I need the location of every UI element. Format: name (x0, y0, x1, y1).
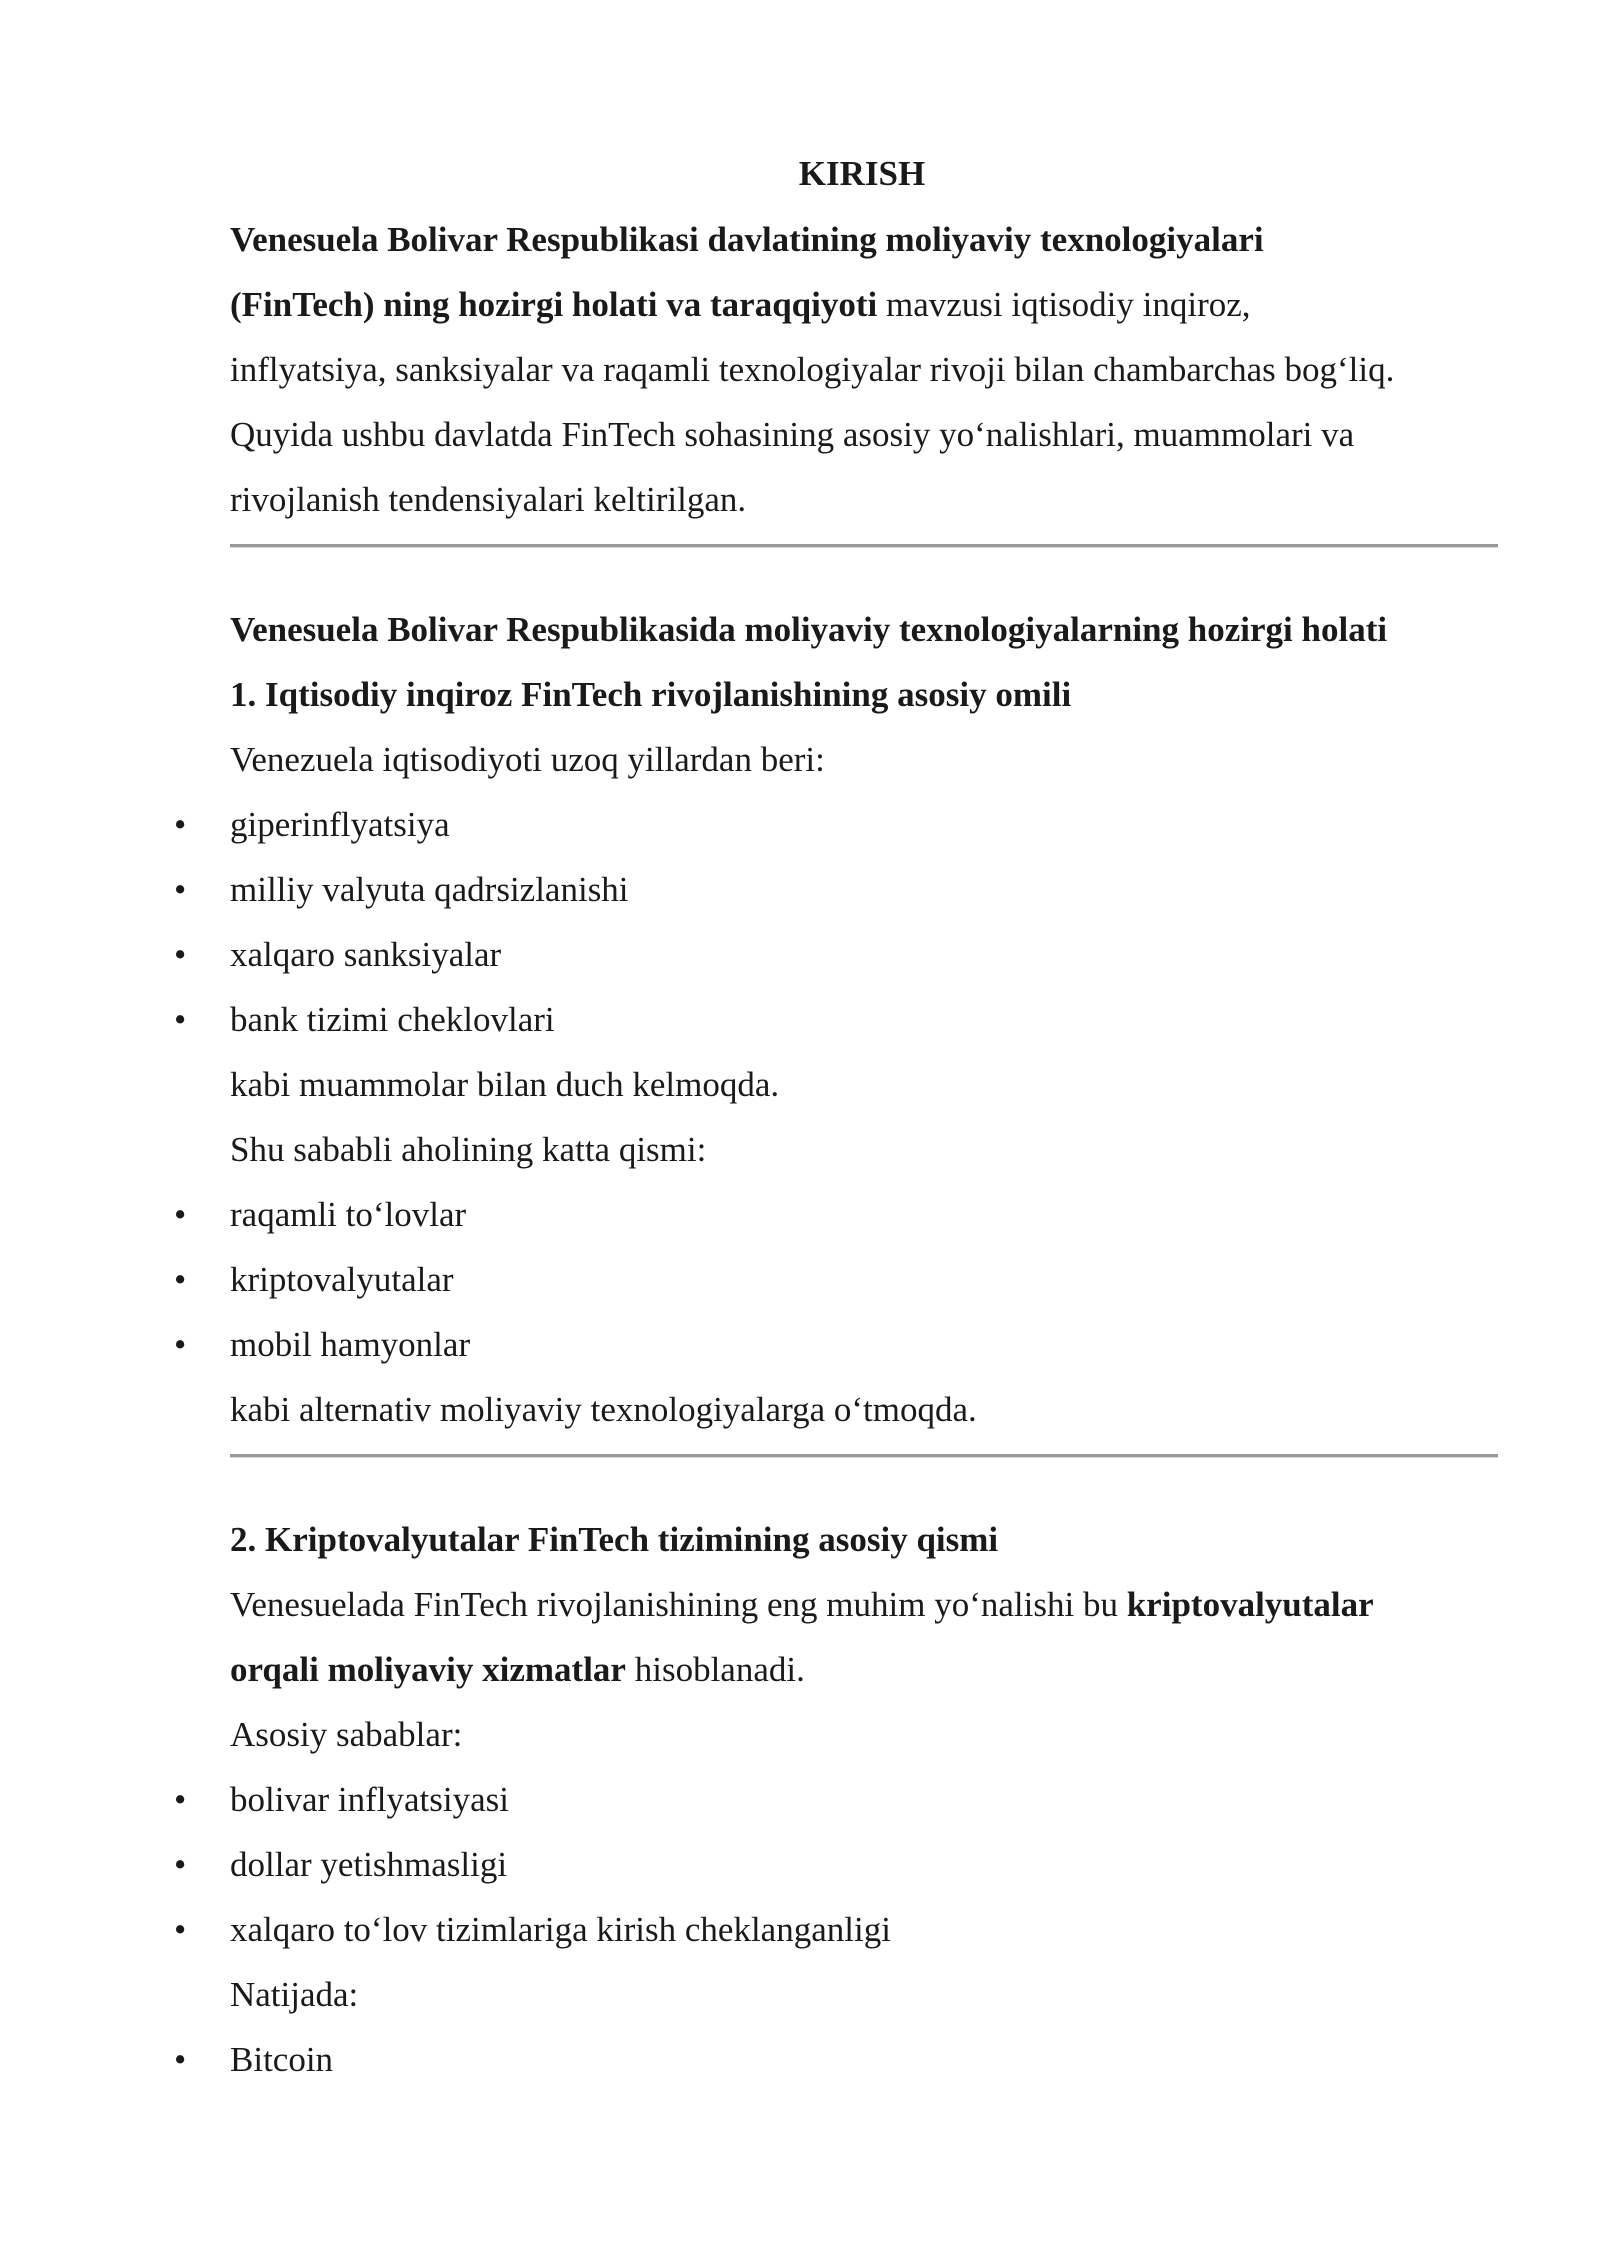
list-item: raqamli to‘lovlar (230, 1195, 467, 1234)
paragraph-bold: kriptovalyutalar (1126, 1585, 1374, 1624)
intro-bold-1: Venesuela Bolivar Respublikasi davlatining moliyaviy texnologiyalari (230, 220, 1264, 259)
bullet-icon: • (174, 805, 187, 844)
paragraph-line: Shu sababli aholining katta qismi: (230, 1130, 707, 1169)
horizontal-rule (230, 1454, 1498, 1458)
bullet-icon: • (174, 2040, 187, 2079)
intro-line-1 (230, 218, 1264, 262)
section-subheading: 1. Iqtisodiy inqiroz FinTech rivojlanishining asosiy omili (230, 675, 1072, 714)
bullet-icon: • (174, 1000, 187, 1039)
paragraph-text: Venesuelada FinTech rivojlanishining eng muhim yo‘nalishi bu (230, 1585, 1127, 1624)
list-item: dollar yetishmasligi (230, 1845, 508, 1884)
intro-line-5: rivojlanish tendensiyalari keltirilgan. (230, 480, 747, 519)
bullet-icon: • (174, 1195, 187, 1234)
section-heading: 2. Kriptovalyutalar FinTech tizimining asosiy qismi (230, 1520, 999, 1559)
bullet-icon: • (174, 1260, 187, 1299)
intro-text-2: mavzusi iqtisodiy inqiroz, (877, 285, 1251, 324)
section-lead: Venezuela iqtisodiyoti uzoq yillardan beri: (230, 740, 825, 779)
paragraph-line: kabi alternativ moliyaviy texnologiyalarga o‘tmoqda. (230, 1390, 977, 1429)
paragraph-line: kabi muammolar bilan duch kelmoqda. (230, 1065, 780, 1104)
list-item: xalqaro sanksiyalar (230, 935, 502, 974)
horizontal-rule (230, 544, 1498, 548)
intro-line-3: inflyatsiya, sanksiyalar va raqamli texnologiyalar rivoji bilan chambarchas bog‘liq. (230, 350, 1395, 389)
list-item: xalqaro to‘lov tizimlariga kirish cheklanganligi (230, 1910, 891, 1949)
bullet-icon: • (174, 1910, 187, 1949)
intro-bold-2: (FinTech) ning hozirgi holati va taraqqiyoti (230, 285, 878, 324)
paragraph-text: hisoblanadi. (625, 1650, 805, 1689)
list-item: bolivar inflyatsiyasi (230, 1780, 509, 1819)
intro-line-2 (230, 283, 1251, 327)
intro-line-4: Quyida ushbu davlatda FinTech sohasining asosiy yo‘nalishlari, muammolari va (230, 415, 1355, 454)
list-item: giperinflyatsiya (230, 805, 450, 844)
bullet-icon: • (174, 1325, 187, 1364)
paragraph-bold: orqali moliyaviy xizmatlar (230, 1650, 626, 1689)
list-item: mobil hamyonlar (230, 1325, 471, 1364)
section-heading: Venesuela Bolivar Respublikasida moliyaviy texnologiyalarning hozirgi holati (230, 610, 1388, 649)
page-title: KIRISH (798, 154, 926, 193)
list-item: milliy valyuta qadrsizlanishi (230, 870, 629, 909)
bullet-icon: • (174, 935, 187, 974)
paragraph-line: Natijada: (230, 1975, 359, 2014)
list-item: kriptovalyutalar (230, 1260, 454, 1299)
section-lead: Asosiy sabablar: (230, 1715, 463, 1754)
bullet-icon: • (174, 1780, 187, 1819)
paragraph-line (230, 1648, 805, 1692)
bullet-icon: • (174, 870, 187, 909)
paragraph-line (230, 1583, 1374, 1627)
list-item: Bitcoin (230, 2040, 334, 2079)
list-item: bank tizimi cheklovlari (230, 1000, 555, 1039)
bullet-icon: • (174, 1845, 187, 1884)
